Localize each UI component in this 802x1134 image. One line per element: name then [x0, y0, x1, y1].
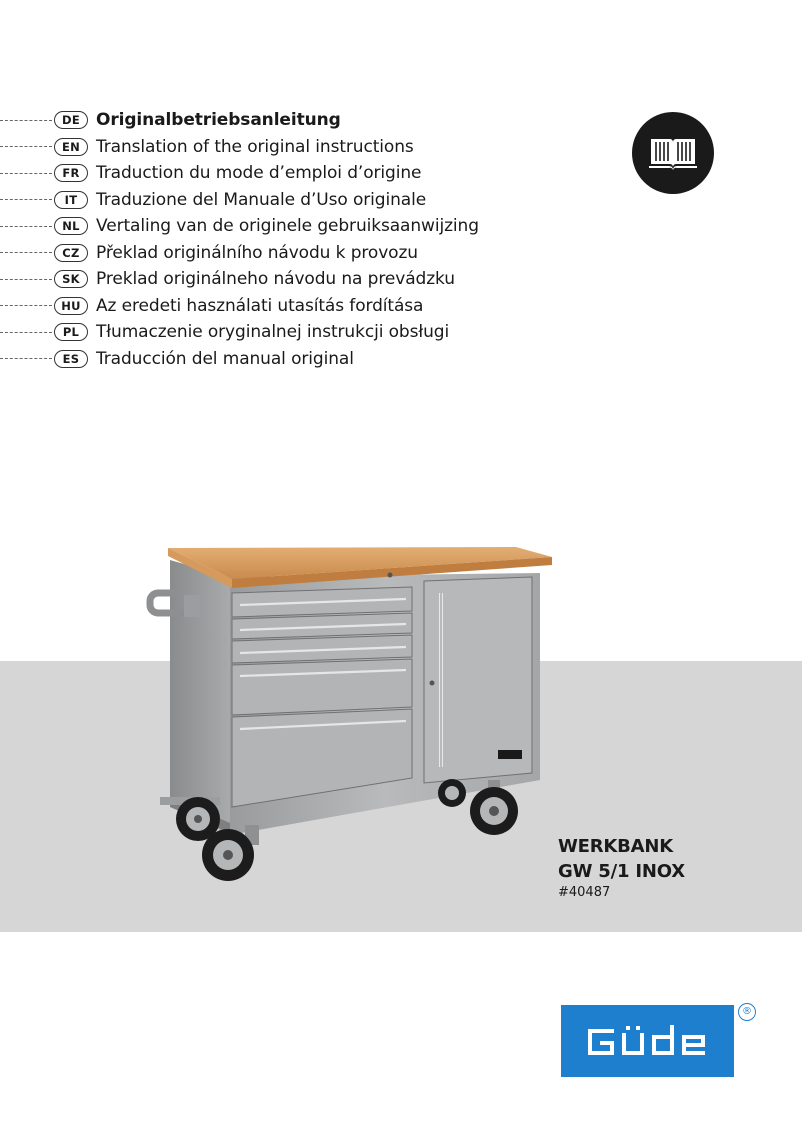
leader-dots [0, 120, 52, 121]
language-code: ES [54, 350, 88, 368]
leader-dots [0, 173, 52, 174]
leader-dots [0, 332, 52, 333]
brand-logo [561, 1005, 734, 1077]
language-row-pl [0, 319, 520, 346]
language-title: Preklad originálneho návodu na prevádzku [96, 269, 455, 290]
language-code: SK [54, 270, 88, 288]
language-code: EN [54, 138, 88, 156]
language-title: Traduction du mode d’emploi d’origine [96, 163, 422, 184]
language-title: Vertaling van de originele gebruiksaanwijzing [96, 216, 479, 237]
read-manual-badge [632, 112, 714, 194]
product-name-line2: GW 5/1 INOX [558, 861, 685, 882]
workbench-image [140, 535, 560, 885]
leader-dots [0, 146, 52, 147]
language-title: Traduzione del Manuale d’Uso originale [96, 189, 427, 210]
language-row-cz [0, 240, 520, 267]
product-sku: #40487 [558, 885, 611, 900]
language-code: PL [54, 323, 88, 341]
leader-dots [0, 279, 52, 280]
language-title: Az eredeti használati utasítás fordítása [96, 295, 424, 316]
language-code: NL [54, 217, 88, 235]
leader-dots [0, 358, 52, 359]
language-title: Traducción del manual original [96, 348, 354, 369]
language-row-fr [0, 160, 520, 187]
leader-dots [0, 305, 52, 306]
language-row-de [0, 107, 520, 134]
product-name-line1: WERKBANK [558, 836, 674, 857]
language-row-sk [0, 266, 520, 293]
language-title: Originalbetriebsanleitung [96, 110, 341, 131]
language-title: Překlad originálního návodu k provozu [96, 242, 418, 263]
leader-dots [0, 226, 52, 227]
language-row-en [0, 134, 520, 161]
gude-wordmark [586, 1024, 710, 1058]
language-list [0, 107, 520, 372]
language-row-nl [0, 213, 520, 240]
language-code: CZ [54, 244, 88, 262]
open-book-icon [648, 135, 698, 171]
language-code: HU [54, 297, 88, 315]
language-title: Translation of the original instructions [96, 136, 414, 157]
language-code: IT [54, 191, 88, 209]
product-title [558, 834, 685, 884]
language-code: DE [54, 111, 88, 129]
leader-dots [0, 252, 52, 253]
language-code: FR [54, 164, 88, 182]
language-row-es [0, 346, 520, 373]
registered-mark: ® [738, 1003, 756, 1021]
language-title: Tłumaczenie oryginalnej instrukcji obsługi [96, 322, 450, 343]
language-row-hu [0, 293, 520, 320]
language-row-it [0, 187, 520, 214]
leader-dots [0, 199, 52, 200]
